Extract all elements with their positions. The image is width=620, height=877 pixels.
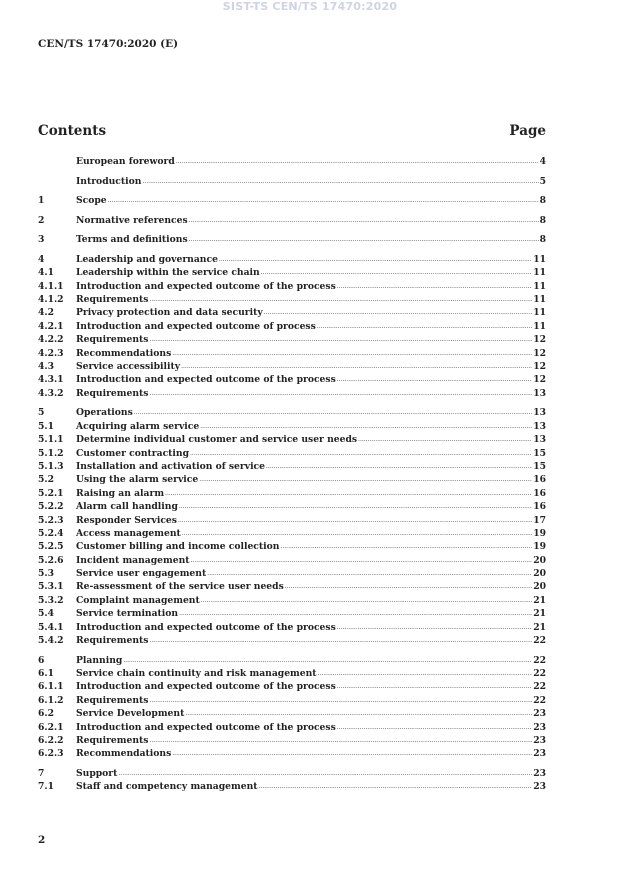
toc-entry-title: Raising an alarm [76,487,165,499]
toc-leader-dots [318,666,533,680]
toc-entry[interactable] [38,554,546,567]
toc-entry-page: 21 [533,594,546,606]
toc-entry-number: 4.2.1 [38,320,64,332]
toc-leader-dots [165,486,532,500]
toc-entry-page: 12 [533,347,546,359]
toc-entry[interactable] [38,514,546,527]
toc-entry[interactable] [38,360,546,373]
toc-entry-number: 5.1 [38,420,54,432]
toc-leader-dots [108,193,539,207]
toc-leader-dots [285,579,532,593]
toc-entry-title: Scope [76,195,107,207]
toc-entry[interactable] [38,280,546,293]
toc-entry-number: 5 [38,407,45,419]
toc-entry-page: 11 [533,267,546,279]
toc-leader-dots [317,319,532,333]
toc-entry-number: 7.1 [38,781,54,793]
toc-entry[interactable] [38,721,546,734]
toc-entry-number: 5.4.1 [38,621,64,633]
toc-entry-number: 4.3.1 [38,374,64,386]
toc-entry-page: 23 [533,708,546,720]
toc-leader-dots [182,526,532,540]
toc-entry-title: Access management [76,527,181,539]
toc-entry[interactable] [38,233,546,246]
toc-entry-title: Requirements [76,294,149,306]
toc-entry[interactable] [38,447,546,460]
toc-entry-title: Determine individual customer and service user needs [76,434,358,446]
toc-entry[interactable] [38,500,546,513]
toc-entry[interactable] [38,420,546,433]
toc-entry-page: 22 [533,654,546,666]
toc-entry[interactable] [38,607,546,620]
toc-entry-page: 11 [533,307,546,319]
toc-leader-dots [149,733,532,747]
toc-entry-page: 16 [533,474,546,486]
toc-leader-dots [172,346,532,360]
toc-leader-dots [201,593,532,607]
toc-leader-dots [149,633,532,647]
toc-entry-title: Introduction and expected outcome of process [76,320,316,332]
toc-entry-title: Re-assessment of the service user needs [76,581,284,593]
toc-leader-dots [259,779,533,793]
toc-leader-dots [190,446,532,460]
toc-entry[interactable] [38,473,546,486]
toc-entry-number: 2 [38,214,45,226]
toc-entry-number: 6.1.1 [38,681,64,693]
toc-entry[interactable] [38,634,546,647]
toc-entry[interactable] [38,460,546,473]
watermark: SIST-TS CEN/TS 17470:2020 [222,0,398,13]
toc-leader-dots [337,620,532,634]
toc-entry-number: 5.4 [38,608,54,620]
toc-leader-dots [118,766,532,780]
toc-entry-title: Requirements [76,334,149,346]
toc-entry-page: 12 [533,334,546,346]
toc-entry[interactable] [38,694,546,707]
toc-entry-number: 6.2.3 [38,748,64,760]
toc-entry-number: 5.1.1 [38,434,64,446]
toc-entry-title: Customer contracting [76,447,190,459]
toc-entry-page: 8 [539,234,546,246]
toc-entry-page: 17 [533,514,546,526]
toc-entry[interactable] [38,527,546,540]
toc-leader-dots [189,213,539,227]
toc-entry-number: 5.2.6 [38,554,64,566]
toc-entry-page: 4 [539,156,546,167]
toc-entry-page: 13 [533,434,546,446]
toc-entry-title: Introduction and expected outcome of the process [76,721,336,733]
toc-entry-number: 7 [38,767,45,779]
toc-entry-number: 6.2.1 [38,721,64,733]
toc-entry-number: 6.2.2 [38,734,64,746]
toc-leader-dots [142,174,538,188]
toc-leader-dots [149,332,532,346]
toc-entry-number: 3 [38,234,45,246]
toc-entry-number: 4.3.2 [38,387,64,399]
toc-leader-dots [179,606,532,620]
toc-entry-number: 4.2.3 [38,347,64,359]
toc-entry-number: 5.3.1 [38,581,64,593]
toc-entry-page: 23 [533,734,546,746]
toc-entry[interactable] [38,347,546,360]
toc-entry-page: 20 [533,554,546,566]
toc-entry[interactable] [38,433,546,446]
toc-leader-dots [191,553,533,567]
toc-leader-dots [185,706,532,720]
toc-entry-number: 5.2.3 [38,514,64,526]
toc-leader-dots [179,499,532,513]
toc-entry-page: 11 [533,253,546,265]
toc-entry-page: 13 [533,387,546,399]
toc-entry-number: 5.2.5 [38,541,64,553]
toc-entry[interactable] [38,253,546,266]
toc-entry-title: Using the alarm service [76,474,199,486]
toc-entry-number: 5.2 [38,474,54,486]
toc-entry[interactable] [38,680,546,693]
toc-entry-number: 6 [38,654,45,666]
toc-entry-number: 4 [38,253,45,265]
toc-entry-number: 5.1.2 [38,447,64,459]
toc-leader-dots [200,419,532,433]
toc-entry-page: 23 [533,767,546,779]
toc-entry-page: 11 [533,320,546,332]
toc-entry-page: 16 [533,487,546,499]
toc-entry-page: 15 [533,460,546,472]
toc-entry-page: 19 [533,541,546,553]
toc-entry-number: 4.1.1 [38,280,64,292]
toc-entry[interactable] [38,767,546,780]
toc-entry-page: 22 [533,667,546,679]
toc-entry-title: Introduction and expected outcome of the process [76,374,336,386]
toc-entry-page: 21 [533,621,546,633]
toc-entry-page: 23 [533,781,546,793]
toc-entry[interactable] [38,580,546,593]
toc-entry[interactable] [38,320,546,333]
toc-entry[interactable] [38,707,546,720]
toc-entry-page: 23 [533,748,546,760]
toc-entry-page: 21 [533,608,546,620]
toc-entry[interactable] [38,621,546,634]
toc-entry-title: Introduction and expected outcome of the process [76,681,336,693]
toc-entry[interactable] [38,373,546,386]
toc-entry-number: 5.1.3 [38,460,64,472]
toc-leader-dots [207,566,532,580]
toc-entry-title: Alarm call handling [76,501,178,513]
toc-leader-dots [337,279,532,293]
toc-entry-page: 12 [533,361,546,373]
toc-entry-number: 4.1.2 [38,294,64,306]
toc-entry-title: Introduction and expected outcome of the process [76,280,336,292]
toc-leader-dots [358,432,532,446]
toc-entry-page: 22 [533,635,546,647]
toc-leader-dots [280,539,532,553]
toc-entry-page: 5 [539,175,546,187]
toc-entry-title: Operations [76,407,133,419]
toc-entry[interactable] [38,487,546,500]
toc-entry-number: 6.2 [38,708,54,720]
toc-entry[interactable] [38,155,546,168]
toc-entry-page: 19 [533,527,546,539]
toc-entry-title: Service accessibility [76,361,181,373]
toc-entry-title: Planning [76,654,123,666]
document-id: CEN/TS 17470:2020 (E) [38,38,179,50]
toc-entry-title: Requirements [76,694,149,706]
toc-leader-dots [199,472,532,486]
toc-entry[interactable] [38,406,546,419]
toc-entry-page: 8 [539,214,546,226]
toc-entry[interactable] [38,567,546,580]
toc-entry[interactable] [38,333,546,346]
toc-entry[interactable] [38,747,546,760]
toc-entry[interactable] [38,214,546,227]
toc-entry-title: Incident management [76,554,190,566]
toc-entry-page: 12 [533,374,546,386]
toc-leader-dots [337,720,532,734]
toc-entry-title: Leadership within the service chain [76,267,260,279]
toc-entry-title: Normative references [76,214,188,226]
toc-leader-dots [176,154,539,168]
toc-entry[interactable] [38,780,546,793]
toc-entry-number: 5.3.2 [38,594,64,606]
toc-entry[interactable] [38,654,546,667]
toc-leader-dots [261,265,532,279]
toc-entry[interactable] [38,667,546,680]
toc-entry-title: Requirements [76,387,149,399]
toc-entry[interactable] [38,734,546,747]
toc-entry-number: 5.4.2 [38,635,64,647]
toc-entry-number: 5.2.2 [38,501,64,513]
toc-entry-title: Customer billing and income collection [76,541,280,553]
toc-entry-title: Service chain continuity and risk management [76,667,317,679]
toc-entry-title: Terms and definitions [76,234,188,246]
toc-entry-number: 4.2 [38,307,54,319]
toc-entry[interactable] [38,540,546,553]
toc-leader-dots [181,359,532,373]
toc-entry-title: Recommendations [76,748,172,760]
toc-entry[interactable] [38,266,546,279]
toc-entry-number: 6.1.2 [38,694,64,706]
page-column-heading: Page [509,123,546,139]
toc-entry-page: 23 [533,721,546,733]
toc-leader-dots [149,386,532,400]
toc-leader-dots [178,513,532,527]
toc-entry-title: Service user engagement [76,568,207,580]
toc-entry[interactable] [38,387,546,400]
toc-entry-title: Service termination [76,608,179,620]
toc-entry-title: Leadership and governance [76,253,218,265]
toc-entry-title: Support [76,767,118,779]
toc-entry-number: 4.1 [38,267,54,279]
toc-entry-title: European foreword [76,156,175,167]
toc-entry-page: 22 [533,694,546,706]
toc-entry-title: Requirements [76,734,149,746]
toc-entry-number: 5.2.4 [38,527,64,539]
toc-entry-number: 6.1 [38,667,54,679]
toc-entry-title: Introduction and expected outcome of the process [76,621,336,633]
toc-leader-dots [134,405,532,419]
toc-entry-title: Staff and competency management [76,781,258,793]
toc-entry-page: 15 [533,447,546,459]
toc-entry-number: 5.2.1 [38,487,64,499]
toc-leader-dots [123,653,532,667]
toc-leader-dots [266,459,532,473]
toc-entry-page: 13 [533,420,546,432]
toc-entry-page: 16 [533,501,546,513]
page-number: 2 [38,834,46,846]
toc-entry-title: Requirements [76,635,149,647]
toc-entry-page: 13 [533,407,546,419]
toc-entry-title: Acquiring alarm service [76,420,200,432]
contents-heading: Contents [38,123,107,139]
toc-leader-dots [149,693,532,707]
toc-entry-title: Service Development [76,708,185,720]
toc-leader-dots [337,372,532,386]
toc-leader-dots [264,305,532,319]
toc-entry-page: 11 [533,294,546,306]
toc-leader-dots [337,679,532,693]
toc-entry-page: 8 [539,195,546,207]
toc-entry[interactable] [38,194,546,207]
toc-entry-number: 4.2.2 [38,334,64,346]
toc-entry-title: Recommendations [76,347,172,359]
toc-leader-dots [219,252,532,266]
toc-entry-page: 22 [533,681,546,693]
toc-entry[interactable] [38,306,546,319]
toc-leader-dots [189,232,539,246]
toc-entry[interactable] [38,594,546,607]
toc-entry-number: 4.3 [38,361,54,373]
toc-entry-title: Privacy protection and data security [76,307,263,319]
toc-entry-page: 20 [533,581,546,593]
table-of-contents [38,155,546,794]
toc-entry-title: Responder Services [76,514,177,526]
toc-leader-dots [172,746,532,760]
toc-entry-title: Introduction [76,175,142,187]
toc-entry[interactable] [38,293,546,306]
toc-entry-title: Installation and activation of service [76,460,265,472]
toc-entry[interactable] [38,175,546,188]
toc-entry-number: 5.3 [38,568,54,580]
toc-entry-number: 1 [38,195,45,207]
toc-entry-page: 11 [533,280,546,292]
toc-entry-title: Complaint management [76,594,200,606]
toc-leader-dots [149,292,532,306]
toc-entry-page: 20 [533,568,546,580]
